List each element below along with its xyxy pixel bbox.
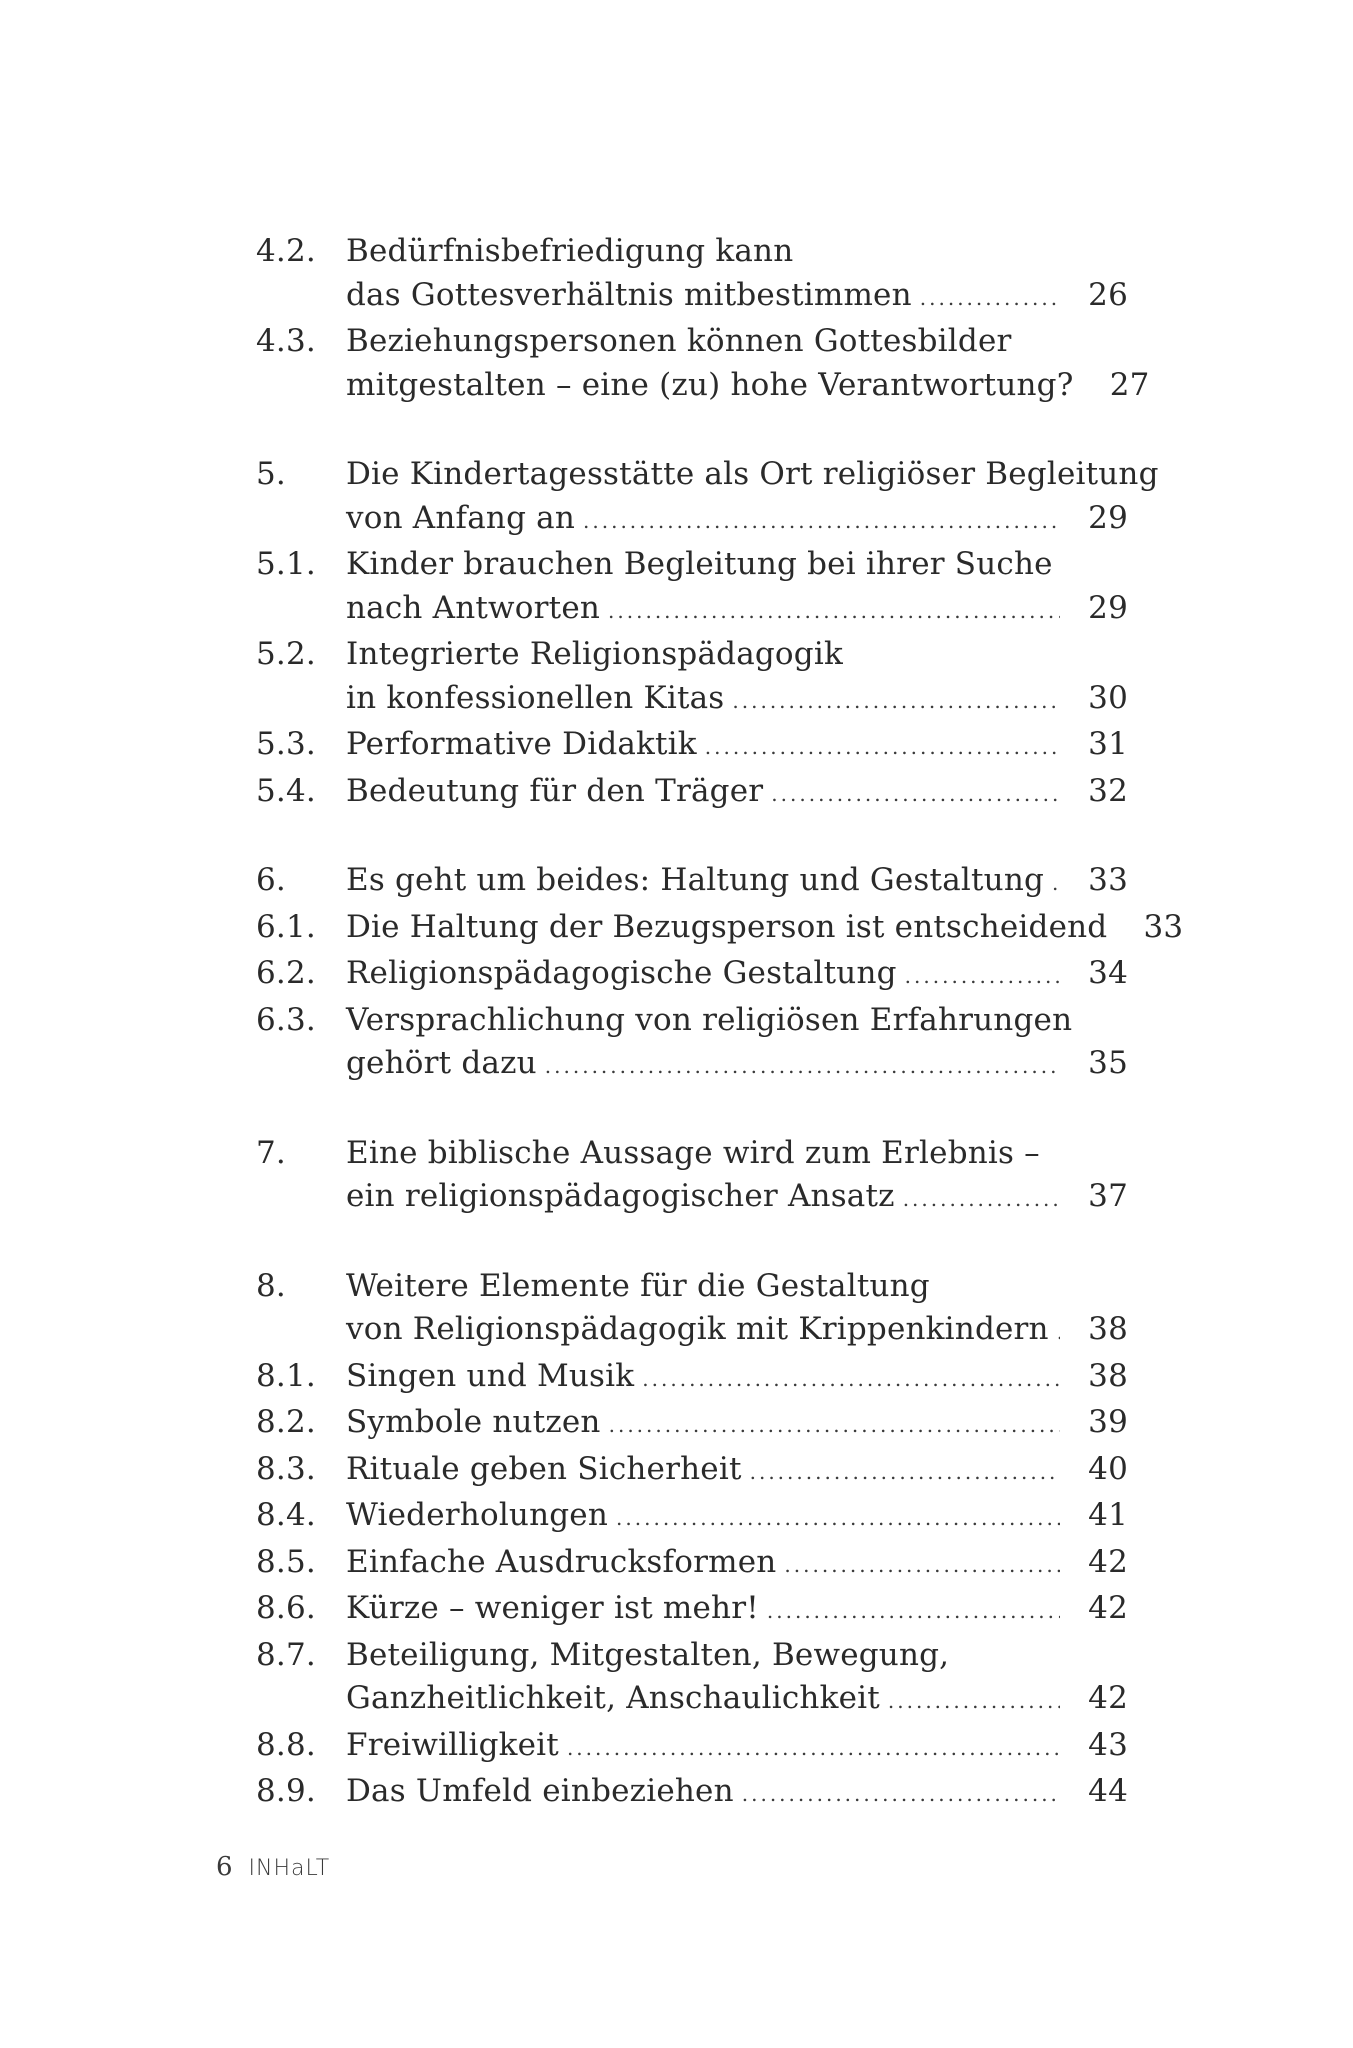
entry-page-number: 42 bbox=[1088, 1680, 1128, 1716]
entry-number: 7. bbox=[256, 1134, 286, 1171]
entry-page-number: 26 bbox=[1088, 276, 1128, 313]
toc-entry[interactable] bbox=[256, 453, 1159, 543]
entry-title-line: Rituale geben Sicherheit bbox=[346, 1450, 742, 1487]
toc-entry[interactable] bbox=[256, 859, 1128, 906]
entry-page-number: 35 bbox=[1088, 1045, 1128, 1081]
toc-entry[interactable] bbox=[256, 999, 1128, 1089]
entry-title-line: Es geht um beides: Haltung und Gestaltung bbox=[346, 862, 1045, 898]
entry-number: 8.3. bbox=[256, 1450, 316, 1487]
entry-number: 6.3. bbox=[256, 1001, 316, 1038]
dot-leader bbox=[771, 773, 1060, 817]
entry-title-line: Integrierte Religionspädagogik bbox=[346, 636, 843, 672]
entry-title bbox=[346, 1770, 1128, 1817]
entry-title bbox=[346, 952, 1128, 999]
toc-group bbox=[256, 859, 1184, 1089]
entry-title bbox=[346, 906, 1184, 953]
toc-entry[interactable] bbox=[256, 1132, 1128, 1222]
entry-title-line: von Religionspädagogik mit Krippenkindern bbox=[346, 1311, 1049, 1347]
entry-title bbox=[346, 453, 1159, 543]
entry-title-line: Die Haltung der Bezugsperson ist entscheidend bbox=[346, 908, 1108, 945]
entry-page-number: 34 bbox=[1088, 955, 1128, 991]
entry-title bbox=[346, 1587, 1128, 1634]
toc-group bbox=[256, 453, 1159, 816]
entry-page-number: 42 bbox=[1088, 1590, 1128, 1626]
entry-title bbox=[346, 230, 1128, 320]
page-number: 6 bbox=[216, 1852, 233, 1882]
entry-title-line: Freiwilligkeit bbox=[346, 1726, 559, 1763]
dot-leader bbox=[705, 726, 1060, 770]
entry-page-number: 33 bbox=[1143, 908, 1184, 945]
entry-title-line: das Gottesverhältnis mitbestimmen bbox=[346, 276, 912, 313]
entry-number: 8.1. bbox=[256, 1357, 316, 1394]
entry-title-line: von Anfang an bbox=[346, 499, 576, 536]
entry-title-line: Ganzheitlichkeit, Anschaulichkeit bbox=[346, 1680, 880, 1716]
entry-title bbox=[346, 543, 1128, 633]
entry-title-line: Symbole nutzen bbox=[346, 1404, 601, 1440]
toc-entry[interactable] bbox=[256, 952, 1128, 999]
entry-title-line: ein religionspädagogischer Ansatz bbox=[346, 1178, 895, 1214]
entry-title bbox=[346, 1265, 1128, 1355]
entry-number: 4.2. bbox=[256, 233, 316, 269]
toc-entry[interactable] bbox=[256, 1265, 1128, 1355]
entry-page-number: 29 bbox=[1088, 589, 1128, 626]
entry-title bbox=[346, 770, 1128, 817]
entry-page-number: 38 bbox=[1088, 1357, 1128, 1394]
entry-page-number: 29 bbox=[1088, 499, 1128, 536]
entry-title bbox=[346, 1541, 1128, 1588]
entry-title bbox=[346, 633, 1128, 723]
entry-title bbox=[346, 1355, 1128, 1402]
table-of-contents bbox=[256, 230, 1184, 1817]
entry-title-line: nach Antworten bbox=[346, 589, 601, 626]
dot-leader bbox=[903, 1178, 1060, 1222]
entry-title bbox=[346, 859, 1128, 906]
dot-leader bbox=[784, 1544, 1060, 1588]
entry-page-number: 40 bbox=[1088, 1450, 1128, 1487]
entry-page-number: 30 bbox=[1088, 679, 1128, 716]
toc-entry[interactable] bbox=[256, 1494, 1128, 1541]
dot-leader bbox=[642, 1358, 1060, 1402]
toc-entry[interactable] bbox=[256, 1448, 1128, 1495]
dot-leader bbox=[888, 1680, 1060, 1724]
entry-title-line: Weitere Elemente für die Gestaltung bbox=[346, 1267, 930, 1304]
entry-title-line: Die Kindertagesstätte als Ort religiöser Begleitung bbox=[346, 456, 1159, 492]
dot-leader bbox=[608, 590, 1060, 634]
entry-title-line: mitgestalten – eine (zu) hohe Verantwortung? bbox=[346, 366, 1074, 403]
entry-title-line: Das Umfeld einbeziehen bbox=[346, 1773, 734, 1809]
entry-page-number: 27 bbox=[1109, 366, 1150, 403]
entry-number: 8.5. bbox=[256, 1543, 316, 1580]
toc-entry[interactable] bbox=[256, 1634, 1128, 1724]
entry-title bbox=[346, 1132, 1128, 1222]
entry-title-line: Bedürfnisbefriedigung kann bbox=[346, 233, 794, 269]
dot-leader bbox=[567, 1727, 1060, 1771]
entry-number: 8.7. bbox=[256, 1636, 316, 1673]
toc-entry[interactable] bbox=[256, 1355, 1128, 1402]
entry-page-number: 38 bbox=[1088, 1311, 1128, 1347]
section-label: INHaLT bbox=[248, 1856, 331, 1881]
entry-number: 5.4. bbox=[256, 772, 316, 809]
entry-number: 8.6. bbox=[256, 1590, 316, 1626]
dot-leader bbox=[583, 500, 1060, 544]
toc-entry[interactable] bbox=[256, 1724, 1128, 1771]
toc-group bbox=[256, 230, 1150, 410]
entry-page-number: 42 bbox=[1088, 1543, 1128, 1580]
entry-title bbox=[346, 999, 1128, 1089]
dot-leader bbox=[920, 277, 1060, 321]
dot-leader bbox=[609, 1404, 1060, 1448]
entry-title-line: Singen und Musik bbox=[346, 1357, 635, 1394]
entry-title bbox=[346, 723, 1128, 770]
dot-leader bbox=[742, 1773, 1060, 1817]
dot-leader bbox=[616, 1497, 1060, 1541]
entry-number: 5.2. bbox=[256, 636, 316, 672]
entry-page-number: 31 bbox=[1088, 726, 1128, 762]
entry-title bbox=[346, 320, 1150, 410]
toc-entry[interactable] bbox=[256, 723, 1128, 770]
entry-number: 8.2. bbox=[256, 1404, 316, 1440]
entry-title-line: gehört dazu bbox=[346, 1045, 537, 1081]
entry-page-number: 41 bbox=[1088, 1497, 1128, 1533]
entry-title-line: Kürze – weniger ist mehr! bbox=[346, 1590, 759, 1626]
dot-leader bbox=[750, 1451, 1060, 1495]
toc-entry[interactable] bbox=[256, 906, 1184, 953]
dot-leader bbox=[905, 955, 1060, 999]
dot-leader bbox=[1057, 1311, 1060, 1355]
entry-number: 8.8. bbox=[256, 1726, 316, 1763]
toc-entry[interactable] bbox=[256, 1401, 1128, 1448]
entry-title-line: Kinder brauchen Begleitung bei ihrer Suche bbox=[346, 546, 1053, 582]
entry-page-number: 32 bbox=[1088, 772, 1128, 809]
entry-title-line: Beziehungspersonen können Gottesbilder bbox=[346, 323, 1012, 359]
toc-group bbox=[256, 1265, 1128, 1817]
entry-title-line: Performative Didaktik bbox=[346, 726, 697, 762]
entry-title-line: Religionspädagogische Gestaltung bbox=[346, 955, 897, 991]
entry-number: 4.3. bbox=[256, 323, 316, 359]
toc-group bbox=[256, 1132, 1128, 1222]
entry-title-line: in konfessionellen Kitas bbox=[346, 679, 725, 716]
toc-entry[interactable] bbox=[256, 1770, 1128, 1817]
entry-title-line: Bedeutung für den Träger bbox=[346, 772, 764, 809]
toc-entry[interactable] bbox=[256, 543, 1128, 633]
dot-leader bbox=[1052, 862, 1060, 906]
entry-title-line: Versprachlichung von religiösen Erfahrungen bbox=[346, 1001, 1073, 1038]
entry-page-number: 39 bbox=[1088, 1404, 1128, 1440]
dot-leader bbox=[767, 1590, 1060, 1634]
entry-page-number: 37 bbox=[1088, 1178, 1128, 1214]
entry-page-number: 33 bbox=[1088, 862, 1128, 898]
entry-title bbox=[346, 1401, 1128, 1448]
entry-number: 6.2. bbox=[256, 955, 316, 991]
page-footer bbox=[216, 1852, 330, 1882]
dot-leader bbox=[545, 1045, 1060, 1089]
toc-entry[interactable] bbox=[256, 230, 1128, 320]
entry-title bbox=[346, 1724, 1128, 1771]
entry-page-number: 43 bbox=[1088, 1726, 1128, 1763]
entry-title-line: Beteiligung, Mitgestalten, Bewegung, bbox=[346, 1636, 950, 1673]
entry-title bbox=[346, 1448, 1128, 1495]
entry-title-line: Eine biblische Aussage wird zum Erlebnis – bbox=[346, 1134, 1040, 1171]
entry-number: 8.4. bbox=[256, 1497, 316, 1533]
toc-entry[interactable] bbox=[256, 320, 1150, 410]
entry-title-line: Einfache Ausdrucksformen bbox=[346, 1543, 777, 1580]
entry-title-line: Wiederholungen bbox=[346, 1497, 609, 1533]
entry-number: 8. bbox=[256, 1267, 286, 1304]
entry-title bbox=[346, 1494, 1128, 1541]
toc-entry[interactable] bbox=[256, 770, 1128, 817]
entry-page-number: 44 bbox=[1088, 1773, 1128, 1809]
toc-entry[interactable] bbox=[256, 1541, 1128, 1588]
entry-number: 6.1. bbox=[256, 908, 316, 945]
toc-entry[interactable] bbox=[256, 633, 1128, 723]
entry-number: 5.3. bbox=[256, 726, 316, 762]
entry-title bbox=[346, 1634, 1128, 1724]
dot-leader bbox=[732, 680, 1060, 724]
entry-number: 5. bbox=[256, 456, 286, 492]
entry-number: 6. bbox=[256, 862, 286, 898]
entry-number: 8.9. bbox=[256, 1773, 316, 1809]
toc-entry[interactable] bbox=[256, 1587, 1128, 1634]
entry-number: 5.1. bbox=[256, 546, 316, 582]
